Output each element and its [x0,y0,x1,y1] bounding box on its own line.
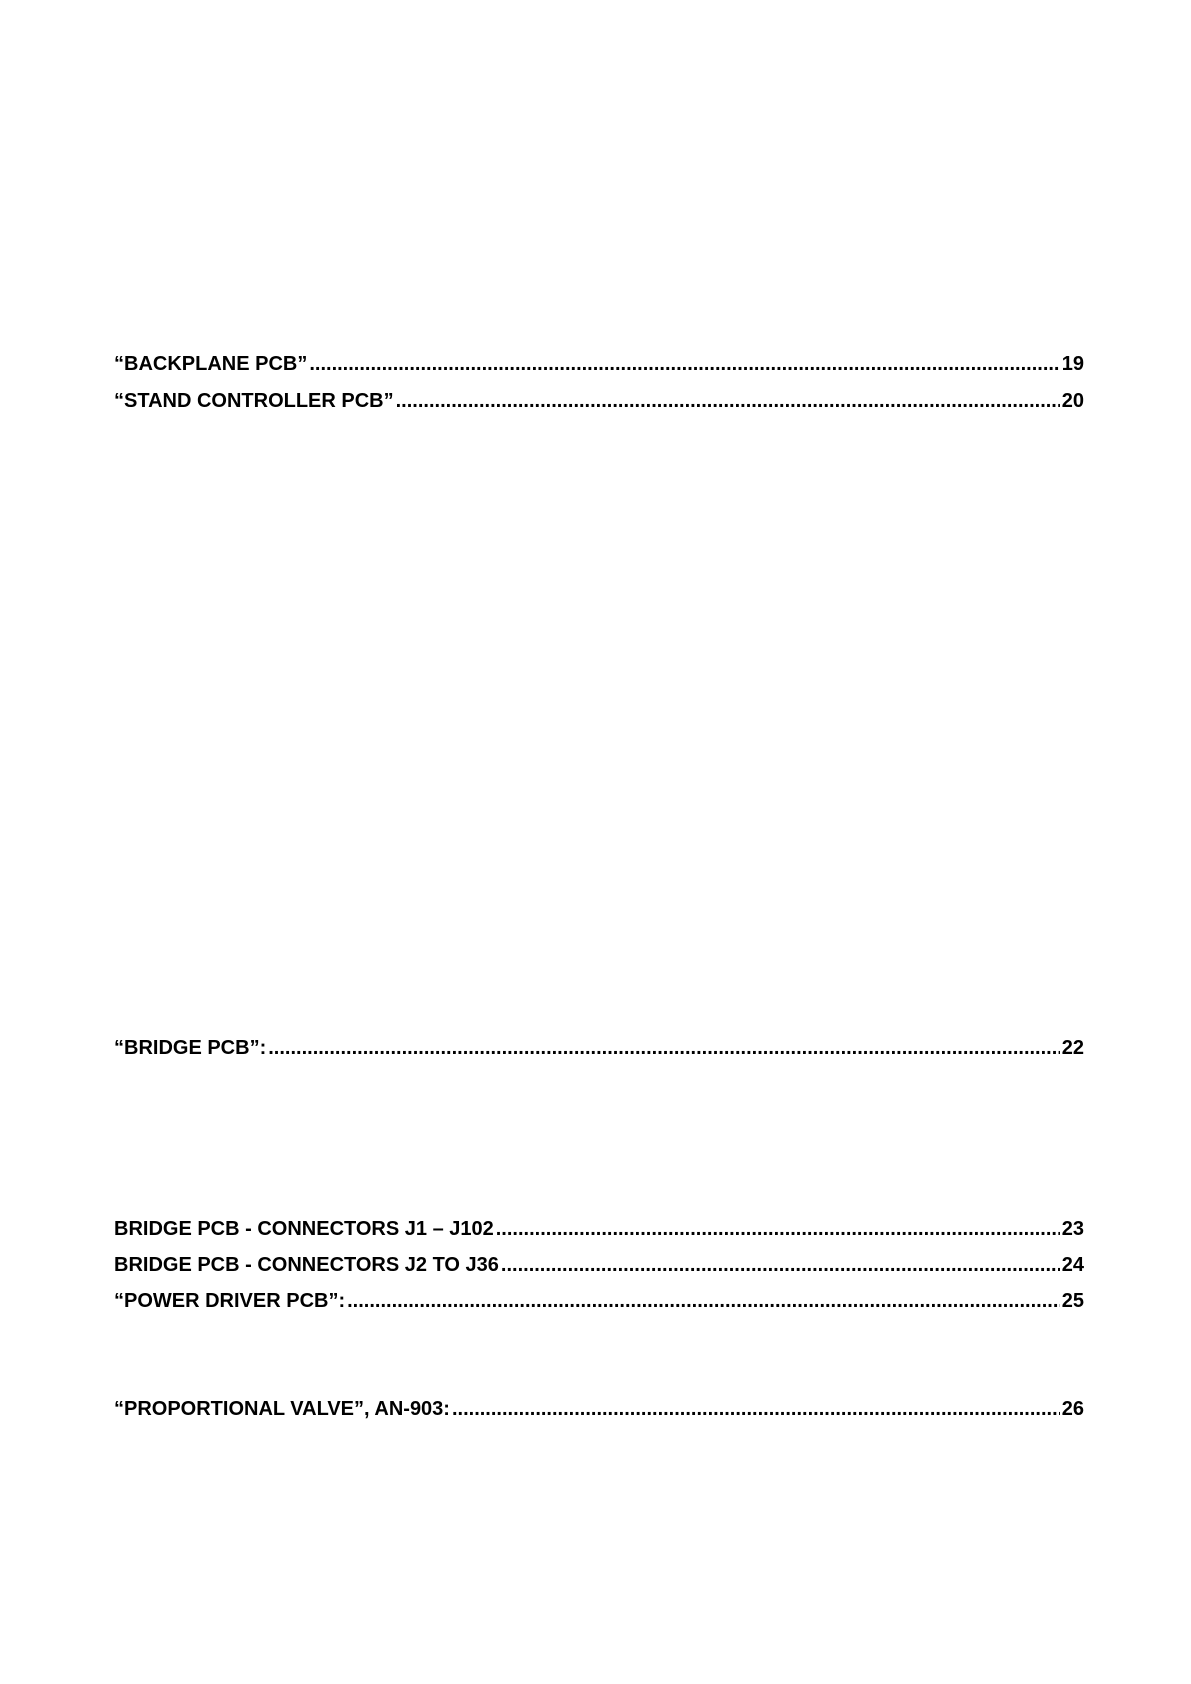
toc-entry-page-number: 26 [1061,1398,1084,1420]
toc-dot-leader [309,349,1059,379]
toc-entry-backplane-pcb[interactable] [114,349,1084,379]
toc-entry-page-number: 24 [1061,1254,1084,1276]
toc-entry-title: “STAND CONTROLLER PCB” [114,390,394,412]
toc-entry-page-number: 22 [1061,1037,1084,1059]
toc-entry-title: “PROPORTIONAL VALVE”, AN-903: [114,1398,450,1420]
toc-entry-title: BRIDGE PCB - CONNECTORS J2 TO J36 [114,1254,499,1276]
toc-entry-bridge-pcb-connectors-j2-to-j36[interactable] [114,1250,1084,1280]
toc-entry-proportional-valve-an-903[interactable] [114,1394,1084,1424]
toc-entry-bridge-pcb[interactable] [114,1033,1084,1063]
toc-entry-title: “BACKPLANE PCB” [114,353,308,375]
toc-dot-leader [496,1214,1060,1244]
toc-dot-leader [396,386,1060,416]
toc-entry-title: “POWER DRIVER PCB”: [114,1290,346,1312]
toc-entry-page-number: 25 [1061,1290,1084,1312]
toc-dot-leader [452,1394,1060,1424]
toc-entry-page-number: 23 [1061,1218,1084,1240]
toc-dot-leader [268,1033,1060,1063]
toc-dot-leader [501,1250,1060,1280]
toc-entry-power-driver-pcb[interactable] [114,1286,1084,1316]
toc-entry-page-number: 19 [1061,353,1084,375]
toc-entry-bridge-pcb-connectors-j1-j102[interactable] [114,1214,1084,1244]
toc-entry-stand-controller-pcb[interactable] [114,386,1084,416]
toc-entry-title: BRIDGE PCB - CONNECTORS J1 – J102 [114,1218,494,1240]
toc-entry-title: “BRIDGE PCB”: [114,1037,267,1059]
toc-dot-leader [347,1286,1060,1316]
toc-entry-page-number: 20 [1061,390,1084,412]
